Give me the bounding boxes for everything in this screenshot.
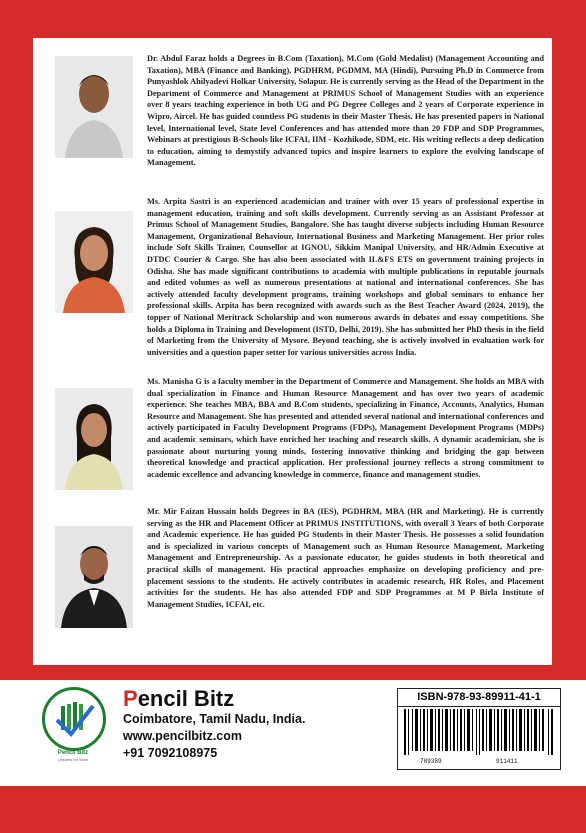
publisher-location: Coimbatore, Tamil Nadu, India. bbox=[123, 712, 306, 726]
logo-tagline: Leaders for Work bbox=[57, 757, 89, 762]
barcode-number-left: 789389 bbox=[420, 758, 442, 765]
barcode-icon bbox=[404, 709, 554, 755]
publisher-website[interactable]: www.pencilbitz.com bbox=[123, 729, 242, 743]
pencil-logo-icon bbox=[45, 690, 103, 748]
isbn-label: ISBN-978-93-89911-41-1 bbox=[398, 689, 560, 707]
author-photo bbox=[55, 56, 133, 158]
author-photo bbox=[55, 388, 133, 490]
author-photo bbox=[55, 211, 133, 313]
bio-sheet bbox=[33, 38, 552, 665]
publisher-logo bbox=[42, 687, 106, 751]
publisher-phone: +91 7092108975 bbox=[123, 746, 218, 760]
author-bio: Mr. Mir Faizan Hussain holds Degrees in BA (IES), PGDHRM, MBA (HR and Marketing). He is currently serving as the HR and Placement Officer at PRIMUS INSTITUTIONS, with overall 3 Years of both Corporate and Academic experience. He has guided PG Students in their Master Thesis. He possesses a solid foundation and is specialized in various concepts of Management such as Human Resource Management, Marketing Management and Entrepreneurship. As a passionate educator, he guides students in both theoretical and practical skills of management. His practical approaches emphasize on developing proficiency and pre-placement sessions to the students. He actively contributes in academic research, HR Roles, and Placement activities for the students. He has also attended FDP and SDP Programmes at M P Birla Institute of Management Studies, ICFAI, etc. bbox=[147, 507, 544, 609]
publisher-name bbox=[123, 686, 234, 712]
author-bio: Ms. Arpita Sastri is an experienced academician and trainer with over 15 years of professional expertise in management education, training and soft skills development. Currently serving as an Assistant Professor at Primus School of Management Studies, Bangalore. She has taught diverse subjects including Human Resource Management, Organizational Behaviour, International Business and Marketing Management. Her prior roles include Soft Skills Trainer, Counsellor at IGNOU, Sikkim Manipal University, and HR/Admin Executive at DTDC Courier & Cargo. She has also been associated with IL&FS ETS on government training projects in Odisha. She has made significant contributions to academia with multiple publications in reputable journals and edited volumes as well as numerous presentations at national and international conferences. She has actively attended faculty development programs, training workshops and global seminars to enhance her professional skills. Arpita has been recognized with awards such as the Best Teacher Award (2024, 2019), the topper of National Meritrack Scholarship and won numerous awards in debates and essay competitions. She holds a Diploma in Training and Development (ISTD, Delhi, 2019). She has submitted her PhD thesis in the field of Marketing from the University of Mysore. Beyond teaching, she is actively involved in evaluation work for universities and a question paper setter for various universities across India. bbox=[147, 197, 544, 357]
isbn-barcode-box bbox=[397, 688, 561, 770]
author-photo bbox=[55, 526, 133, 628]
logo-name: Pencil Bitz bbox=[57, 750, 89, 756]
author-bio: Dr. Abdul Faraz holds a Degrees in B.Com (Taxation), M.Com (Gold Medalist) (Management Accounting and Taxation), MBA (Finance and Banking), PGDHRM, PGDMM, MA (Hindi), Pursuing Ph.D in Commerce from Punyashlok Ahilyadevi Holkar University, Solapur. He is currently serving as the Head of the Department in the Department of Commerce and Management at PRIMUS School of Management Studies with an experience over 8 years teaching experience in both UG and PG Degree Colleges and 2 years of Corporate experience in Wipro, Aircel. He has guided countless PG students in their Master Thesis. He has presented papers in National level, International level, State level Conferences and has attended more than 20 FDP and SDP Programmes, Webinars at prestigious B-Schools like ICFAI, IIM - Kozhikode, SDM, etc. His writing reflects a deep dedication to education, aiming to demystify advanced topics and inspire learners to explore the evolving landscape of Management. bbox=[147, 54, 544, 168]
brand-rest: encil Bitz bbox=[137, 686, 235, 711]
author-bio: Ms. Manisha G is a faculty member in the Department of Commerce and Management. She holds an MBA with dual specialization in Finance and Human Resource Management and has over two years of academic experience. She teaches MBA, BBA and B.Com students, specializing in Finance, Accounts, Analytics, Human Resource and Management. She has presented and attended several national and international conferences and actively participated in Faculty Development Programs (FDPs), Management Development Programs (MDPs) and academic seminars, which have enriched her teaching and research skills. A dynamic academician, she is passionate about nurturing young minds, fostering innovative thinking and bridging the gap between theoretical knowledge and practical application. Her professional journey reflects a strong commitment to academic excellence and advancing knowledge in commerce, finance and management studies. bbox=[147, 377, 544, 479]
brand-initial: P bbox=[123, 686, 138, 711]
barcode-number-right: 911411 bbox=[496, 758, 518, 765]
